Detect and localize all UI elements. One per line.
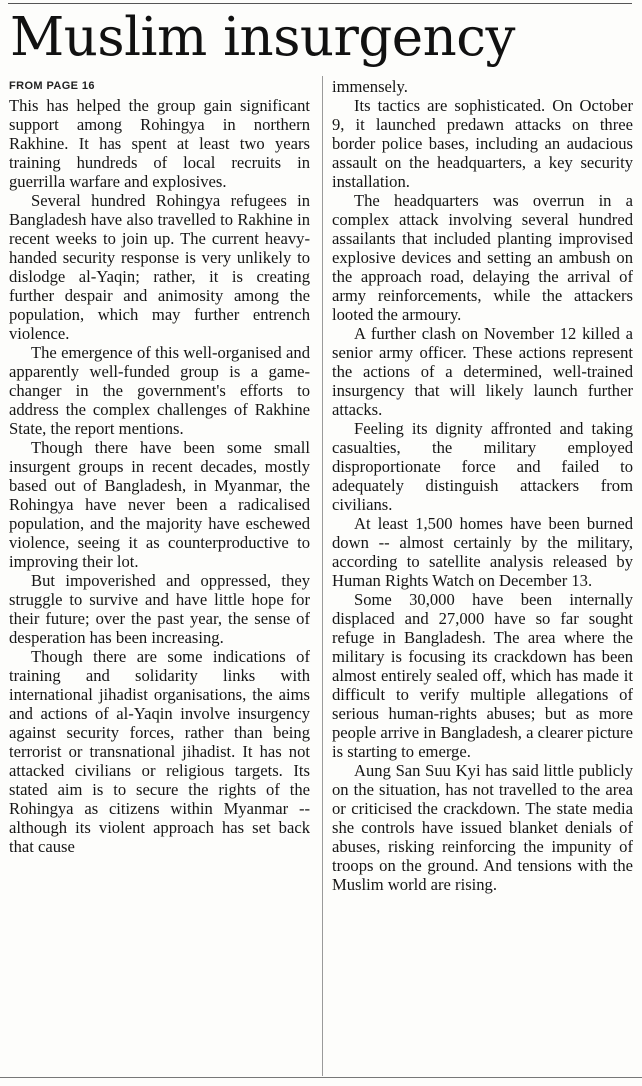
paragraph: A further clash on November 12 killed a senior army officer. These actions represent the actions of a determined, well-trained insurgency that will likely launch further attacks. xyxy=(332,324,633,419)
paragraph: But impoverished and oppressed, they struggle to survive and have little hope for their future; over the past year, the sense of desperation has been increasing. xyxy=(9,571,310,647)
paragraph: Though there have been some small insurgent groups in recent decades, mostly based out of Bangladesh, in Myanmar, the Rohingya have never been a radicalised population, and the majority have eschewed violence, seeing it as counterproductive to improving their lot. xyxy=(9,438,310,571)
paragraph: Some 30,000 have been internally displaced and 27,000 have so far sought refuge in Bangladesh. The area where the military is focusing its crackdown has been almost entirely sealed off, which has made it difficult to verify multiple allegations of serious human-rights abuses; but as more people arrive in Bangladesh, a clearer picture is starting to emerge. xyxy=(332,590,633,761)
paragraph: Feeling its dignity affronted and taking casualties, the military employed disproportionate force and failed to adequately distinguish attackers from civilians. xyxy=(332,419,633,514)
bottom-rule xyxy=(0,1077,642,1078)
column-divider xyxy=(322,76,323,1076)
article-column-right xyxy=(332,77,633,1077)
paragraph: The headquarters was overrun in a complex attack involving several hundred assailants that included planting improvised explosive devices and setting an ambush on the approach road, delaying the arrival of army reinforcements, while the attackers looted the armoury. xyxy=(332,191,633,324)
paragraph: Its tactics are sophisticated. On October 9, it launched predawn attacks on three border police bases, including an audacious assault on the headquarters, a key security installation. xyxy=(332,96,633,191)
headline: Muslim insurgency xyxy=(10,7,515,68)
paragraph: This has helped the group gain significant support among Rohingya in northern Rakhine. It has spent at least two years training hundreds of local recruits in guerrilla warfare and explosives. xyxy=(9,96,310,191)
paragraph: Aung San Suu Kyi has said little publicly on the situation, has not travelled to the area or criticised the crackdown. The state media she controls have issued blanket denials of abuses, risking reinforcing the impunity of troops on the ground. And tensions with the Muslim world are rising. xyxy=(332,761,633,894)
paragraph: The emergence of this well-organised and apparently well-funded group is a game-changer in the government's efforts to address the complex challenges of Rakhine State, the report mentions. xyxy=(9,343,310,438)
continuation-reference: FROM PAGE 16 xyxy=(9,80,95,92)
paragraph: Several hundred Rohingya refugees in Bangladesh have also travelled to Rakhine in recent weeks to join up. The current heavy-handed security response is very unlikely to dislodge al-Yaqin; rather, it is creating further despair and animosity among the population, which may further entrench violence. xyxy=(9,191,310,343)
paragraph-continuation: immensely. xyxy=(332,77,408,96)
paragraph: Though there are some indications of training and solidarity links with international jihadist organisations, the aims and actions of al-Yaqin involve insurgency against security forces, rather than being terrorist or transnational jihadist. It has not attacked civilians or religious targets. Its stated aim is to secure the rights of the Rohingya as citizens within Myanmar -- although its violent approach has set back that cause xyxy=(9,647,310,856)
article-column-left xyxy=(9,77,310,1077)
paragraph: At least 1,500 homes have been burned down -- almost certainly by the military, according to satellite analysis released by Human Rights Watch on December 13. xyxy=(332,514,633,590)
